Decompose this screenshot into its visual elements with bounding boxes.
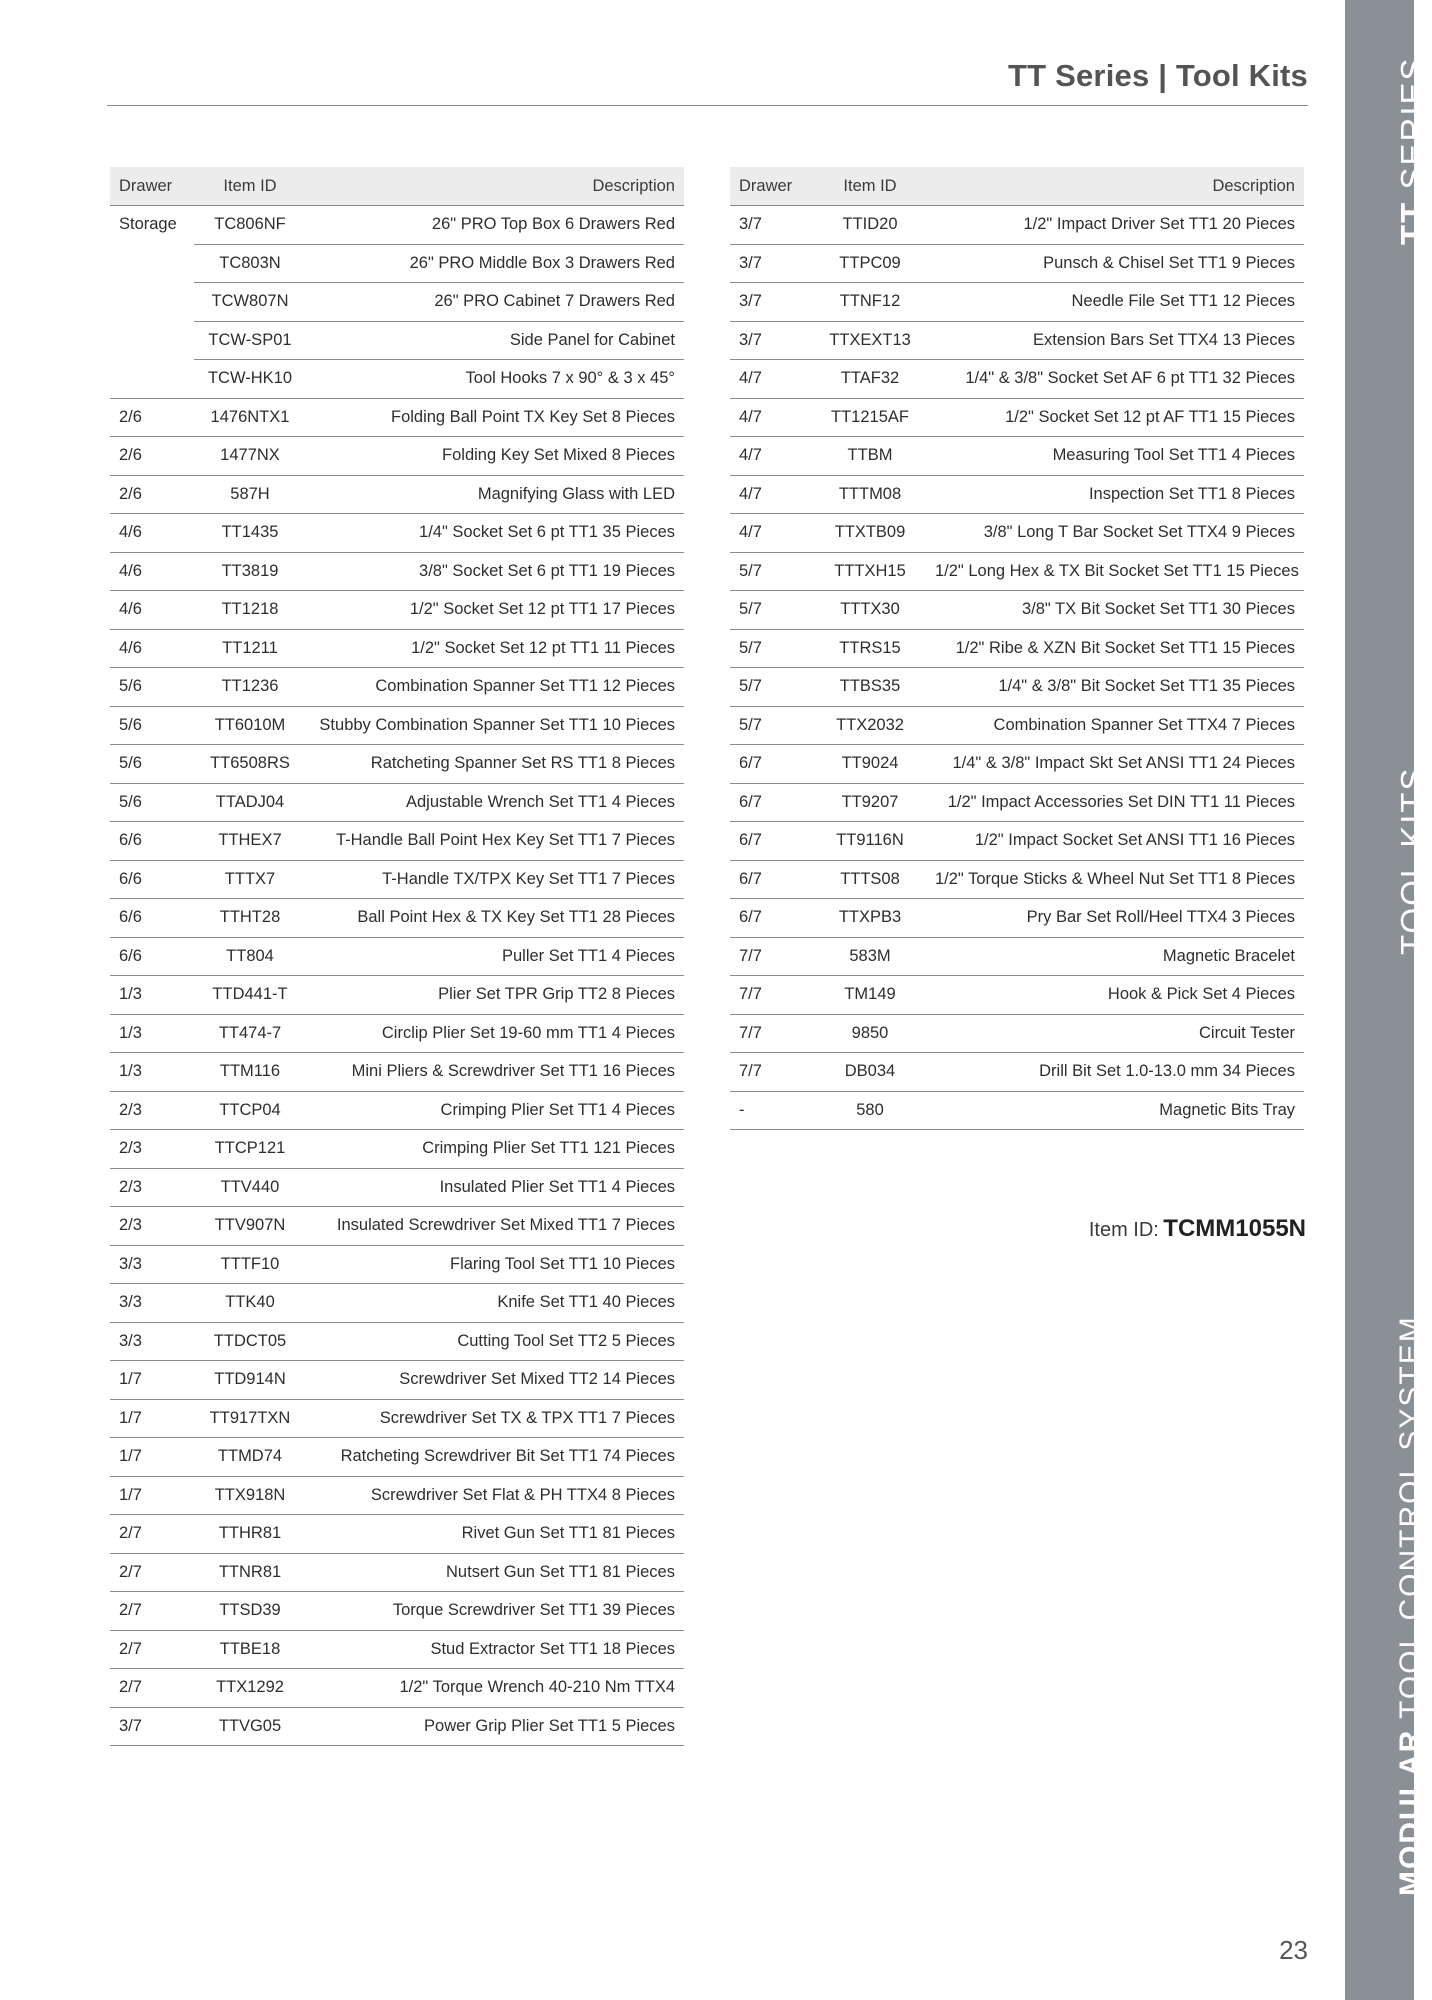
cell-item-id: DB034 — [814, 1053, 926, 1092]
table-row — [110, 437, 684, 476]
cell-drawer: 6/7 — [730, 783, 814, 822]
cell-item-id: TT474-7 — [194, 1014, 306, 1053]
cell-description: 1/2" Long Hex & TX Bit Socket Set TT1 15 Pieces — [926, 552, 1304, 591]
cell-item-id: TT1218 — [194, 591, 306, 630]
table-row — [110, 745, 684, 784]
cell-item-id: TCW-SP01 — [194, 321, 306, 360]
table-row — [730, 745, 1304, 784]
cell-drawer: - — [730, 1091, 814, 1130]
cell-item-id: TTD441-T — [194, 976, 306, 1015]
cell-description: Drill Bit Set 1.0-13.0 mm 34 Pieces — [926, 1053, 1304, 1092]
cell-item-id: TT9207 — [814, 783, 926, 822]
cell-item-id: TTTX30 — [814, 591, 926, 630]
cell-item-id: TTID20 — [814, 206, 926, 245]
cell-drawer: 3/7 — [730, 206, 814, 245]
cell-item-id: TTX1292 — [194, 1669, 306, 1708]
table-row — [110, 1438, 684, 1477]
table-row — [110, 1399, 684, 1438]
cell-drawer: 1/3 — [110, 976, 194, 1015]
cell-drawer: 2/7 — [110, 1592, 194, 1631]
side-label-series-regular: SERIES — [1394, 56, 1431, 201]
title-divider — [107, 105, 1308, 106]
cell-drawer — [110, 244, 194, 283]
cell-description: 26" PRO Top Box 6 Drawers Red — [306, 206, 684, 245]
table-row — [730, 706, 1304, 745]
cell-description: Measuring Tool Set TT1 4 Pieces — [926, 437, 1304, 476]
cell-description: Ratcheting Screwdriver Bit Set TT1 74 Pieces — [306, 1438, 684, 1477]
cell-drawer — [110, 360, 194, 399]
cell-drawer: 4/7 — [730, 475, 814, 514]
cell-drawer: 2/7 — [110, 1515, 194, 1554]
cell-item-id: TTTS08 — [814, 860, 926, 899]
side-label-series — [1394, 56, 1432, 245]
table-row — [730, 899, 1304, 938]
cell-drawer: 3/7 — [730, 244, 814, 283]
table-row — [110, 1322, 684, 1361]
cell-item-id: TTXPB3 — [814, 899, 926, 938]
cell-description: 26" PRO Cabinet 7 Drawers Red — [306, 283, 684, 322]
cell-drawer: 5/6 — [110, 783, 194, 822]
cell-item-id: TTD914N — [194, 1361, 306, 1400]
cell-item-id: TT1211 — [194, 629, 306, 668]
cell-item-id: TTRS15 — [814, 629, 926, 668]
cell-drawer: 4/7 — [730, 360, 814, 399]
table-row — [110, 1284, 684, 1323]
cell-item-id: TC806NF — [194, 206, 306, 245]
cell-description: 1/2" Torque Sticks & Wheel Nut Set TT1 8 Pieces — [926, 860, 1304, 899]
cell-description: Combination Spanner Set TT1 12 Pieces — [306, 668, 684, 707]
cell-item-id: TTX2032 — [814, 706, 926, 745]
cell-description: 1/2" Socket Set 12 pt TT1 17 Pieces — [306, 591, 684, 630]
table-row — [110, 1707, 684, 1746]
cell-description: 1/4" Socket Set 6 pt TT1 35 Pieces — [306, 514, 684, 553]
table-row — [730, 360, 1304, 399]
page-title: TT Series | Tool Kits — [1008, 58, 1308, 93]
table-row — [730, 976, 1304, 1015]
cell-drawer: 6/6 — [110, 822, 194, 861]
cell-description: Screwdriver Set TX & TPX TT1 7 Pieces — [306, 1399, 684, 1438]
cell-description: Screwdriver Set Mixed TT2 14 Pieces — [306, 1361, 684, 1400]
cell-item-id: TTNR81 — [194, 1553, 306, 1592]
table-body-right — [730, 206, 1304, 1130]
cell-description: Combination Spanner Set TTX4 7 Pieces — [926, 706, 1304, 745]
cell-item-id: TTTX7 — [194, 860, 306, 899]
cell-description: Magnetic Bits Tray — [926, 1091, 1304, 1130]
cell-description: 1/4" & 3/8" Socket Set AF 6 pt TT1 32 Pieces — [926, 360, 1304, 399]
page-number: 23 — [1279, 1935, 1308, 1965]
cell-description: Knife Set TT1 40 Pieces — [306, 1284, 684, 1323]
table-row — [110, 475, 684, 514]
cell-item-id: 1476NTX1 — [194, 398, 306, 437]
cell-description: Circlip Plier Set 19-60 mm TT1 4 Pieces — [306, 1014, 684, 1053]
cell-item-id: TTM116 — [194, 1053, 306, 1092]
table-row — [730, 475, 1304, 514]
cell-drawer: 2/7 — [110, 1553, 194, 1592]
cell-description: Folding Key Set Mixed 8 Pieces — [306, 437, 684, 476]
cell-description: 26" PRO Middle Box 3 Drawers Red — [306, 244, 684, 283]
cell-description: T-Handle Ball Point Hex Key Set TT1 7 Pieces — [306, 822, 684, 861]
cell-drawer: 6/7 — [730, 899, 814, 938]
table-row — [110, 1053, 684, 1092]
table-row — [110, 860, 684, 899]
cell-item-id: TTK40 — [194, 1284, 306, 1323]
table-row — [110, 1168, 684, 1207]
table-row — [730, 514, 1304, 553]
cell-drawer: 5/7 — [730, 706, 814, 745]
side-label-series-bold: TT — [1394, 200, 1431, 245]
cell-description: Tool Hooks 7 x 90° & 3 x 45° — [306, 360, 684, 399]
cell-description: Power Grip Plier Set TT1 5 Pieces — [306, 1707, 684, 1746]
cell-description: Nutsert Gun Set TT1 81 Pieces — [306, 1553, 684, 1592]
cell-drawer: 5/6 — [110, 745, 194, 784]
cell-description: 3/8" TX Bit Socket Set TT1 30 Pieces — [926, 591, 1304, 630]
table-row — [730, 552, 1304, 591]
cell-description: Crimping Plier Set TT1 121 Pieces — [306, 1130, 684, 1169]
cell-drawer: 5/7 — [730, 629, 814, 668]
cell-drawer: 7/7 — [730, 976, 814, 1015]
cell-drawer: 4/7 — [730, 514, 814, 553]
table-row — [730, 1014, 1304, 1053]
table-header-row — [110, 167, 684, 206]
tool-kit-table-right — [730, 167, 1304, 1130]
cell-drawer — [110, 321, 194, 360]
table-row — [110, 629, 684, 668]
cell-item-id: TTXEXT13 — [814, 321, 926, 360]
cell-item-id: TTCP04 — [194, 1091, 306, 1130]
cell-item-id: TTBM — [814, 437, 926, 476]
cell-item-id: TTV907N — [194, 1207, 306, 1246]
table-row — [110, 244, 684, 283]
table-row — [110, 1014, 684, 1053]
cell-drawer: 1/3 — [110, 1053, 194, 1092]
cell-description: 1/4" & 3/8" Impact Skt Set ANSI TT1 24 Pieces — [926, 745, 1304, 784]
table-row — [110, 321, 684, 360]
cell-description: Needle File Set TT1 12 Pieces — [926, 283, 1304, 322]
table-body-left — [110, 206, 684, 1746]
cell-drawer: 6/6 — [110, 937, 194, 976]
cell-item-id: TT6010M — [194, 706, 306, 745]
cell-drawer: 3/3 — [110, 1245, 194, 1284]
cell-description: Inspection Set TT1 8 Pieces — [926, 475, 1304, 514]
cell-drawer: 4/6 — [110, 591, 194, 630]
table-row — [110, 591, 684, 630]
cell-description: Extension Bars Set TTX4 13 Pieces — [926, 321, 1304, 360]
cell-item-id: TT1435 — [194, 514, 306, 553]
kit-item-id — [1089, 1215, 1306, 1243]
cell-item-id: 9850 — [814, 1014, 926, 1053]
table-row — [730, 783, 1304, 822]
cell-item-id: TT1215AF — [814, 398, 926, 437]
cell-drawer: 3/7 — [730, 321, 814, 360]
table-row — [110, 1476, 684, 1515]
table-row — [730, 437, 1304, 476]
cell-drawer: 1/7 — [110, 1438, 194, 1477]
cell-description: 1/2" Impact Accessories Set DIN TT1 11 Pieces — [926, 783, 1304, 822]
column-header-item-id: Item ID — [814, 167, 926, 206]
table-row — [730, 283, 1304, 322]
cell-drawer — [110, 283, 194, 322]
cell-description: Hook & Pick Set 4 Pieces — [926, 976, 1304, 1015]
cell-drawer: 1/7 — [110, 1399, 194, 1438]
cell-item-id: TTHT28 — [194, 899, 306, 938]
cell-drawer: 7/7 — [730, 1053, 814, 1092]
table-row — [730, 321, 1304, 360]
cell-item-id: TTDCT05 — [194, 1322, 306, 1361]
tool-kit-table-left — [110, 167, 684, 1746]
kit-item-id-label: Item ID: — [1088, 1219, 1159, 1241]
table-row — [110, 514, 684, 553]
cell-drawer: 2/7 — [110, 1630, 194, 1669]
column-header-drawer: Drawer — [110, 167, 194, 206]
cell-description: T-Handle TX/TPX Key Set TT1 7 Pieces — [306, 860, 684, 899]
cell-item-id: TTMD74 — [194, 1438, 306, 1477]
table-row — [110, 206, 684, 245]
cell-description: 3/8" Long T Bar Socket Set TTX4 9 Pieces — [926, 514, 1304, 553]
cell-drawer: 4/6 — [110, 514, 194, 553]
cell-item-id: TTBE18 — [194, 1630, 306, 1669]
cell-description: Magnetic Bracelet — [926, 937, 1304, 976]
table-header-row — [730, 167, 1304, 206]
cell-drawer: 4/6 — [110, 629, 194, 668]
cell-description: Ratcheting Spanner Set RS TT1 8 Pieces — [306, 745, 684, 784]
cell-item-id: TT6508RS — [194, 745, 306, 784]
cell-drawer: 6/7 — [730, 745, 814, 784]
table-row — [730, 1091, 1304, 1130]
cell-description: 3/8" Socket Set 6 pt TT1 19 Pieces — [306, 552, 684, 591]
cell-description: 1/2" Torque Wrench 40-210 Nm TTX4 — [306, 1669, 684, 1708]
cell-description: 1/2" Socket Set 12 pt AF TT1 15 Pieces — [926, 398, 1304, 437]
cell-description: Side Panel for Cabinet — [306, 321, 684, 360]
table-row — [110, 668, 684, 707]
cell-item-id: 1477NX — [194, 437, 306, 476]
cell-description: Stud Extractor Set TT1 18 Pieces — [306, 1630, 684, 1669]
cell-drawer: 4/7 — [730, 437, 814, 476]
cell-description: Puller Set TT1 4 Pieces — [306, 937, 684, 976]
table-row — [110, 552, 684, 591]
cell-item-id: TT3819 — [194, 552, 306, 591]
cell-description: 1/2" Ribe & XZN Bit Socket Set TT1 15 Pieces — [926, 629, 1304, 668]
cell-drawer: 6/6 — [110, 860, 194, 899]
table-row — [110, 283, 684, 322]
cell-drawer: 3/3 — [110, 1322, 194, 1361]
column-header-drawer: Drawer — [730, 167, 814, 206]
table-row — [110, 1091, 684, 1130]
cell-item-id: TTXTB09 — [814, 514, 926, 553]
cell-description: Plier Set TPR Grip TT2 8 Pieces — [306, 976, 684, 1015]
table-row — [110, 937, 684, 976]
cell-item-id: TTHEX7 — [194, 822, 306, 861]
cell-item-id: TTADJ04 — [194, 783, 306, 822]
cell-drawer: 6/7 — [730, 822, 814, 861]
cell-drawer: 5/6 — [110, 668, 194, 707]
table-row — [110, 899, 684, 938]
cell-item-id: TTTXH15 — [814, 552, 926, 591]
cell-drawer: 6/6 — [110, 899, 194, 938]
table-row — [110, 1130, 684, 1169]
side-label-modular — [1394, 1315, 1428, 1896]
table-row — [730, 206, 1304, 245]
table-row — [730, 668, 1304, 707]
table-row — [730, 937, 1304, 976]
cell-description: Magnifying Glass with LED — [306, 475, 684, 514]
cell-drawer: 1/7 — [110, 1476, 194, 1515]
side-label-tool-kits: TOOL KITS — [1394, 766, 1431, 955]
cell-drawer: 3/7 — [110, 1707, 194, 1746]
cell-description: 1/4" & 3/8" Bit Socket Set TT1 35 Pieces — [926, 668, 1304, 707]
cell-drawer: 2/3 — [110, 1168, 194, 1207]
cell-drawer: 7/7 — [730, 1014, 814, 1053]
cell-description: Folding Ball Point TX Key Set 8 Pieces — [306, 398, 684, 437]
cell-description: Torque Screwdriver Set TT1 39 Pieces — [306, 1592, 684, 1631]
table-row — [110, 976, 684, 1015]
cell-item-id: 587H — [194, 475, 306, 514]
cell-description: Screwdriver Set Flat & PH TTX4 8 Pieces — [306, 1476, 684, 1515]
cell-description: 1/2" Impact Driver Set TT1 20 Pieces — [926, 206, 1304, 245]
cell-description: Flaring Tool Set TT1 10 Pieces — [306, 1245, 684, 1284]
column-header-item-id: Item ID — [194, 167, 306, 206]
cell-item-id: TT1236 — [194, 668, 306, 707]
cell-description: Ball Point Hex & TX Key Set TT1 28 Pieces — [306, 899, 684, 938]
cell-drawer: 4/6 — [110, 552, 194, 591]
table-row — [110, 1592, 684, 1631]
cell-item-id: TTTF10 — [194, 1245, 306, 1284]
table-row — [110, 706, 684, 745]
side-label-modular-regular: TOOL CONTROL SYSTEM — [1394, 1315, 1427, 1729]
cell-item-id: TC803N — [194, 244, 306, 283]
cell-drawer: 2/3 — [110, 1130, 194, 1169]
table-row — [110, 1245, 684, 1284]
cell-item-id: TTAF32 — [814, 360, 926, 399]
cell-drawer: 3/3 — [110, 1284, 194, 1323]
cell-item-id: 580 — [814, 1091, 926, 1130]
table-row — [110, 398, 684, 437]
cell-item-id: TT9116N — [814, 822, 926, 861]
table-row — [730, 1053, 1304, 1092]
table-row — [110, 360, 684, 399]
side-label-modular-bold: MODULAR — [1394, 1728, 1427, 1896]
cell-item-id: TTPC09 — [814, 244, 926, 283]
cell-description: 1/2" Impact Socket Set ANSI TT1 16 Pieces — [926, 822, 1304, 861]
cell-description: Crimping Plier Set TT1 4 Pieces — [306, 1091, 684, 1130]
cell-description: Circuit Tester — [926, 1014, 1304, 1053]
cell-drawer: 3/7 — [730, 283, 814, 322]
cell-description: Mini Pliers & Screwdriver Set TT1 16 Pieces — [306, 1053, 684, 1092]
cell-item-id: TTHR81 — [194, 1515, 306, 1554]
cell-drawer: 4/7 — [730, 398, 814, 437]
cell-drawer: 1/7 — [110, 1361, 194, 1400]
table-row — [110, 1553, 684, 1592]
cell-description: Pry Bar Set Roll/Heel TTX4 3 Pieces — [926, 899, 1304, 938]
kit-item-id-value: TCMM1055N — [1163, 1215, 1306, 1242]
cell-drawer: 5/7 — [730, 668, 814, 707]
cell-description: 1/2" Socket Set 12 pt TT1 11 Pieces — [306, 629, 684, 668]
cell-drawer: 1/3 — [110, 1014, 194, 1053]
table-row — [110, 1515, 684, 1554]
table-row — [110, 1361, 684, 1400]
cell-drawer: 7/7 — [730, 937, 814, 976]
column-header-description: Description — [926, 167, 1304, 206]
cell-drawer: 2/6 — [110, 398, 194, 437]
cell-drawer: 2/3 — [110, 1091, 194, 1130]
cell-description: Cutting Tool Set TT2 5 Pieces — [306, 1322, 684, 1361]
cell-item-id: TTVG05 — [194, 1707, 306, 1746]
cell-description: Insulated Screwdriver Set Mixed TT1 7 Pieces — [306, 1207, 684, 1246]
cell-description: Insulated Plier Set TT1 4 Pieces — [306, 1168, 684, 1207]
cell-item-id: TT917TXN — [194, 1399, 306, 1438]
cell-item-id: TTCP121 — [194, 1130, 306, 1169]
table-row — [730, 860, 1304, 899]
cell-item-id: TT804 — [194, 937, 306, 976]
cell-item-id: TTTM08 — [814, 475, 926, 514]
cell-drawer: 2/3 — [110, 1207, 194, 1246]
cell-drawer: Storage — [119, 215, 177, 234]
cell-item-id: TTNF12 — [814, 283, 926, 322]
cell-item-id: TCW807N — [194, 283, 306, 322]
table-row — [110, 1669, 684, 1708]
table-row — [110, 783, 684, 822]
cell-description: Adjustable Wrench Set TT1 4 Pieces — [306, 783, 684, 822]
table-row — [730, 629, 1304, 668]
table-row — [110, 1630, 684, 1669]
table-row — [730, 591, 1304, 630]
cell-item-id: 583M — [814, 937, 926, 976]
cell-item-id: TT9024 — [814, 745, 926, 784]
cell-drawer: 2/6 — [110, 475, 194, 514]
cell-description: Stubby Combination Spanner Set TT1 10 Pieces — [306, 706, 684, 745]
cell-description: Rivet Gun Set TT1 81 Pieces — [306, 1515, 684, 1554]
column-header-description: Description — [306, 167, 684, 206]
cell-drawer: 5/6 — [110, 706, 194, 745]
cell-drawer: 5/7 — [730, 552, 814, 591]
cell-item-id: TM149 — [814, 976, 926, 1015]
cell-item-id: TTV440 — [194, 1168, 306, 1207]
table-row — [110, 822, 684, 861]
cell-item-id: TCW-HK10 — [194, 360, 306, 399]
cell-drawer: 6/7 — [730, 860, 814, 899]
table-row — [110, 1207, 684, 1246]
table-row — [730, 822, 1304, 861]
cell-drawer: 2/6 — [110, 437, 194, 476]
table-row — [730, 244, 1304, 283]
cell-item-id: TTX918N — [194, 1476, 306, 1515]
cell-drawer: 2/7 — [110, 1669, 194, 1708]
cell-item-id: TTBS35 — [814, 668, 926, 707]
cell-description: Punsch & Chisel Set TT1 9 Pieces — [926, 244, 1304, 283]
table-row — [730, 398, 1304, 437]
cell-item-id: TTSD39 — [194, 1592, 306, 1631]
cell-drawer: 5/7 — [730, 591, 814, 630]
